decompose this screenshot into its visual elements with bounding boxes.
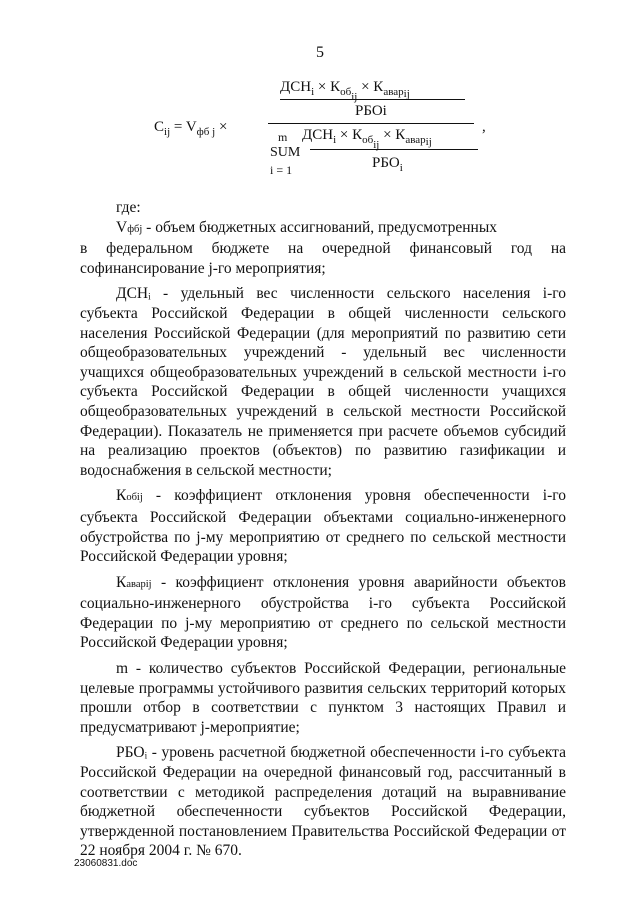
formula-sum: SUM	[270, 145, 301, 160]
inner-fraction-line-bottom	[310, 149, 478, 150]
formula-top-numerator: $ДСН_i \times К_{обij} \times К_{аварij}$	[280, 79, 410, 103]
formula-lhs: $C_{ij} = V_{фб j}$ ×	[154, 119, 228, 138]
inner-fraction-line-top	[280, 99, 465, 100]
formula-top-rbo: РБОi	[355, 103, 387, 119]
def-v-rest: в федеральном бюджете на очередной финансовый год на софинансирование j-го мероприятия;	[80, 240, 566, 277]
formula-bottom-rbo: $РБО_i$	[372, 155, 403, 174]
main-fraction-line	[268, 123, 474, 124]
def-kob: Кобij - коэффициент отклонения уровня обеспеченности i-го субъекта Российской Федерации объектами социально-инженерного обустройства по j-му мероприятию от среднего по сельской местности Российской Федерации уровня;	[80, 487, 566, 566]
formula-sum-index: i = 1	[270, 163, 293, 177]
page-number: 5	[316, 44, 324, 61]
def-m: m - количество субъектов Российской Федерации, региональные целевые программы устойчивого развития сельских территорий которых прошли отбор в соответствии с пунктом 3 настоящих Правил и предусматривают j-мероприятие;	[80, 660, 566, 736]
footer-filename: 23060831.doc	[74, 858, 138, 869]
formula-comma: ,	[482, 119, 486, 135]
def-v-first-line: Vфбj - объем бюджетных ассигнований, предусмотренных	[116, 218, 497, 236]
def-kav: Каварij - коэффициент отклонения уровня аварийности объектов социально-инженерного обустройства i-го субъекта Российской Федерации по j-му мероприятию от среднего по сельской местности Российской Федерации уровня;	[80, 573, 566, 652]
formula-bottom-numerator: $ДСН_i \times К_{обij} \times К_{аварij}$	[302, 127, 432, 151]
definitions-text	[80, 198, 566, 861]
formula	[150, 74, 490, 184]
formula-sum-m: m	[278, 130, 288, 144]
where-label: где:	[116, 199, 141, 216]
def-rbo: РБОᵢ - уровень расчетной бюджетной обеспеченности i-го субъекта Российской Федерации на очередной финансовый год, рассчитанный в соответствии с методикой распределения дотаций на выравнивание бюджетной обеспеченности субъектов Российской Федерации, утвержденной постановлением Правительства Российской Федерации от 22 ноября 2004 г. № 670.	[80, 744, 566, 860]
def-dsn: ДСНᵢ - удельный вес численности сельского населения i-го субъекта Российской Федерации в общей численности сельского населения Российской Федерации (для мероприятий по развитию сети общеобразовательных учреждений - удельный вес численности учащихся общеобразовательных учреждений в сельской местности i-го субъекта Российской Федерации в общей численности учащихся общеобразовательных учреждений в сельской местности Российской Федерации). Показатель не применяется при расчете объемов субсидий на реализацию проектов (объектов) по развитию газификации и водоснабжения в сельской местности;	[80, 285, 566, 479]
